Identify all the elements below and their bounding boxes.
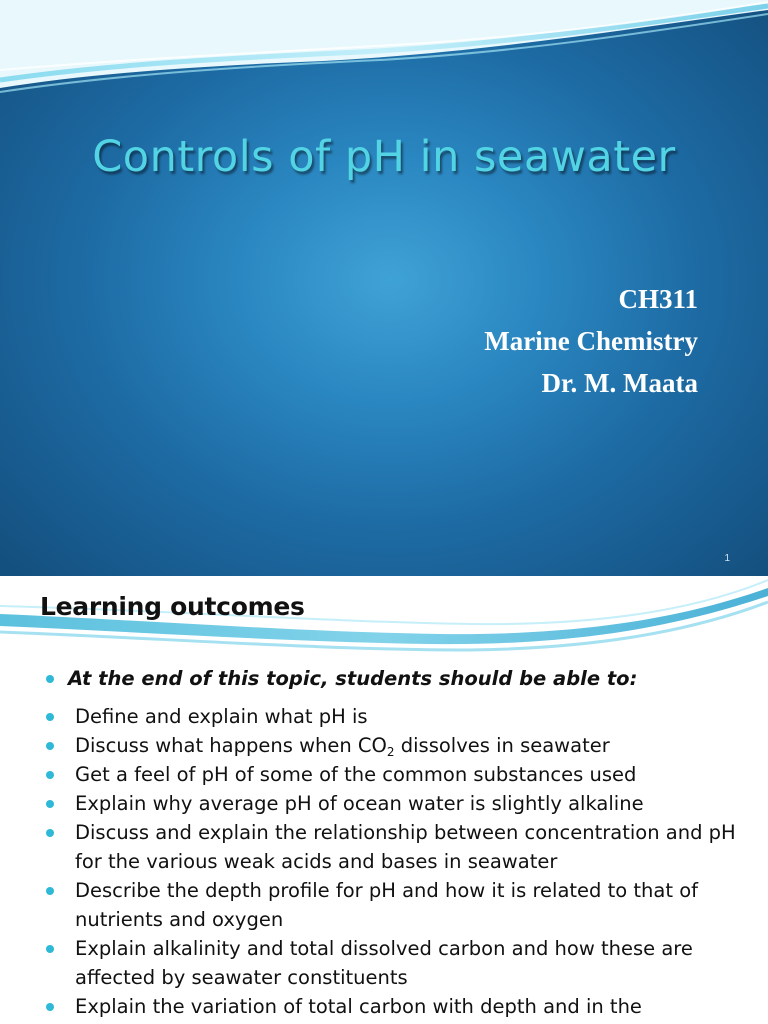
bullet-icon bbox=[46, 1003, 54, 1011]
list-item-text: Explain why average pH of ocean water is slightly alkaline bbox=[75, 792, 644, 815]
bullet-icon bbox=[46, 771, 54, 779]
course-name: Marine Chemistry bbox=[484, 326, 698, 356]
learning-outcomes-slide bbox=[0, 576, 768, 1024]
slide-title: Controls of pH in seawater bbox=[92, 132, 676, 182]
wave-decoration bbox=[0, 576, 768, 668]
instructor-name: Dr. M. Maata bbox=[541, 368, 698, 398]
bullet-icon bbox=[46, 887, 54, 895]
bullet-icon bbox=[46, 742, 54, 750]
bullet-icon bbox=[46, 829, 54, 837]
list-item-text: Discuss and explain the relationship between concentration and pH for the various weak acids and bases in seawater bbox=[75, 821, 736, 873]
slide-number: 1 bbox=[724, 553, 730, 564]
section-title: Learning outcomes bbox=[40, 592, 305, 621]
list-item bbox=[46, 876, 756, 934]
list-item-text: Discuss what happens when CO bbox=[75, 734, 387, 757]
outcomes-list bbox=[46, 664, 756, 1021]
list-item bbox=[46, 702, 756, 731]
intro-item bbox=[46, 664, 756, 693]
intro-text: At the end of this topic, students should be able to: bbox=[68, 667, 638, 690]
bullet-icon bbox=[46, 945, 54, 953]
list-item bbox=[46, 818, 756, 876]
wave-decoration bbox=[0, 0, 768, 110]
list-item bbox=[46, 731, 756, 760]
list-item bbox=[46, 992, 756, 1021]
list-item-text: Explain the variation of total carbon with depth and in the bbox=[75, 995, 642, 1018]
subscript: 2 bbox=[386, 745, 395, 759]
list-item bbox=[46, 934, 756, 992]
bullet-icon bbox=[46, 800, 54, 808]
list-item-text: Get a feel of pH of some of the common substances used bbox=[75, 763, 637, 786]
course-info bbox=[484, 278, 698, 404]
bullet-icon bbox=[46, 713, 54, 721]
course-code: CH311 bbox=[618, 284, 698, 314]
list-item-text: dissolves in seawater bbox=[394, 734, 610, 757]
bullet-icon bbox=[46, 675, 54, 683]
list-item bbox=[46, 760, 756, 789]
list-item-text: Describe the depth profile for pH and how it is related to that of nutrients and oxygen bbox=[75, 879, 699, 931]
list-item-text: Define and explain what pH is bbox=[75, 705, 368, 728]
list-item-text: Explain alkalinity and total dissolved carbon and how these are affected by seawater constituents bbox=[75, 937, 693, 989]
list-item bbox=[46, 789, 756, 818]
